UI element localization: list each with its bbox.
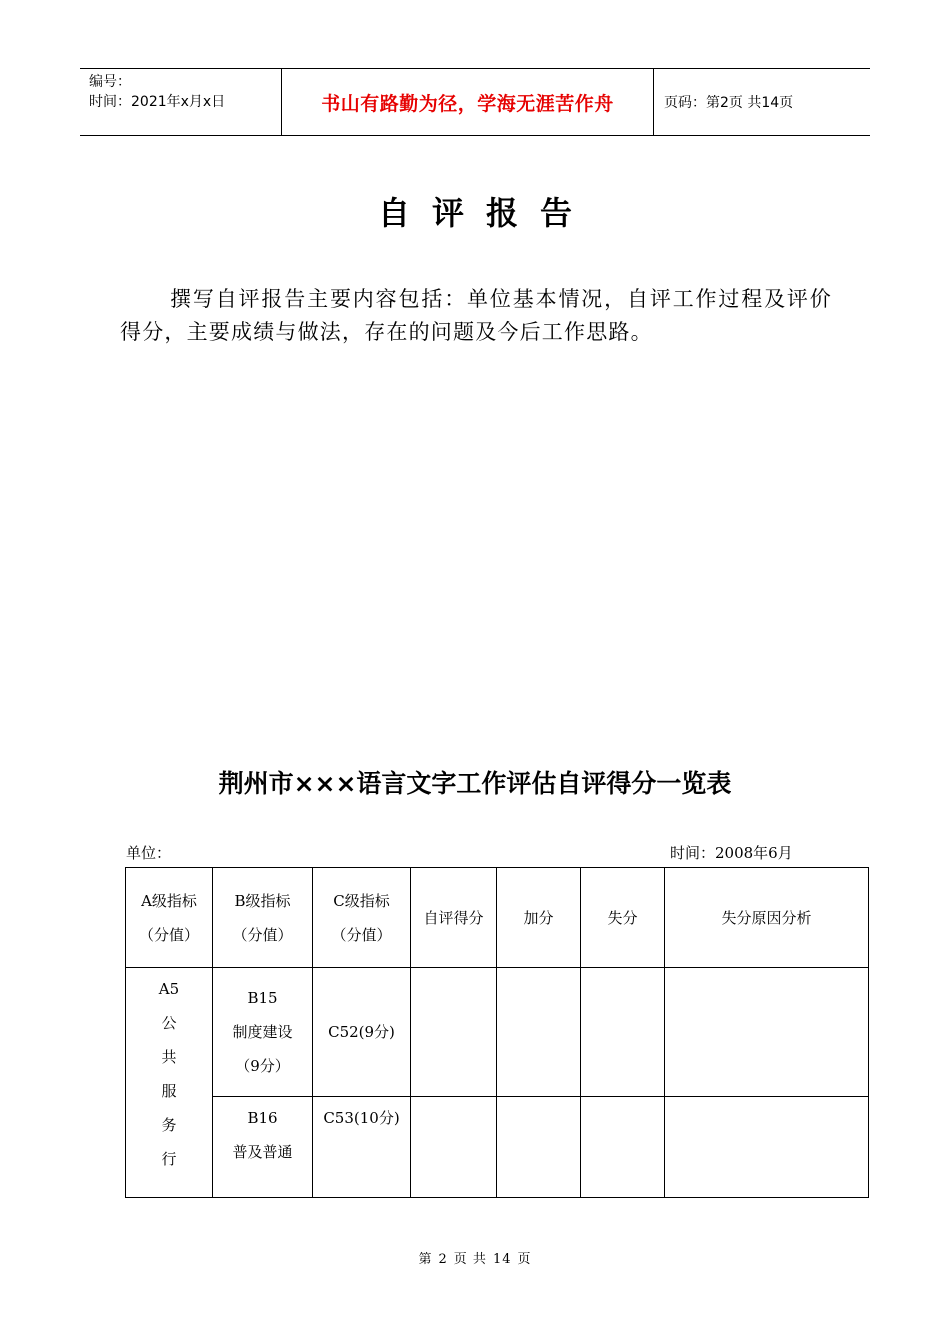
header-time-label: 时间：2021年x月x日: [89, 94, 226, 110]
document-title: 自评报告: [377, 194, 594, 232]
header-page-info: 页码：第2页 共14页: [664, 95, 794, 111]
b-indicator-cell: B16 普及普通: [213, 1097, 313, 1198]
header-deduction-reason: 失分原因分析: [665, 868, 869, 968]
footer-page-mid: 页 共: [453, 1252, 487, 1267]
deduction-cell: [581, 1097, 665, 1198]
score-table: [125, 867, 869, 1198]
header-c-level: C级指标 （分值）: [313, 868, 411, 968]
header-self-score: 自评得分: [411, 868, 497, 968]
bonus-cell: [497, 968, 581, 1097]
header-number-label: 编号：: [89, 74, 131, 90]
a-indicator-cell: A5 公 共 服 务 行: [126, 968, 213, 1198]
unit-label: 单位：: [126, 844, 172, 862]
c-indicator-cell: C52(9分): [313, 968, 411, 1097]
table-row: [126, 968, 869, 1097]
page-header: [80, 68, 870, 136]
table-row: [126, 1097, 869, 1198]
footer-page-prefix: 第: [418, 1252, 433, 1267]
self-score-cell: [411, 968, 497, 1097]
page-footer: [0, 1248, 950, 1267]
footer-page-total: 14: [492, 1252, 512, 1267]
c-indicator-cell: C53(10分): [313, 1097, 411, 1198]
deduction-cell: [581, 968, 665, 1097]
header-meta: [80, 69, 281, 135]
self-score-cell: [411, 1097, 497, 1198]
header-deduction: 失分: [581, 868, 665, 968]
footer-page-suffix: 页: [517, 1252, 532, 1267]
header-b-level: B级指标 （分值）: [213, 868, 313, 968]
b-indicator-cell: B15 制度建设 （9分）: [213, 968, 313, 1097]
intro-paragraph: 撰写自评报告主要内容包括：单位基本情况，自评工作过程及评价得分，主要成绩与做法，存在的问题及今后工作思路。: [120, 287, 832, 344]
reason-cell: [665, 968, 869, 1097]
table-time-label: 时间：2008年6月: [670, 844, 793, 862]
header-a-level: A级指标 （分值）: [126, 868, 213, 968]
table-header-row: [126, 868, 869, 968]
reason-cell: [665, 1097, 869, 1198]
bonus-cell: [497, 1097, 581, 1198]
header-motto: 书山有路勤为径，学海无涯苦作舟: [281, 69, 654, 135]
footer-page-number: 2: [438, 1252, 448, 1267]
table-title: 荆州市×××语言文字工作评估自评得分一览表: [218, 769, 732, 798]
header-bonus: 加分: [497, 868, 581, 968]
